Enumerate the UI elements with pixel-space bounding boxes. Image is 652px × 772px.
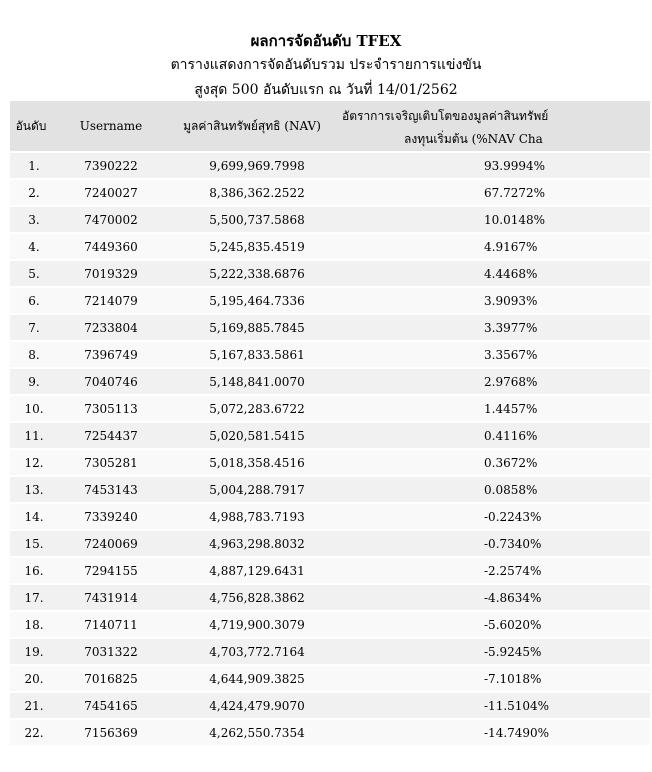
nav-cell: 4,644,909.3825 (170, 664, 334, 691)
username-cell: 7019329 (52, 259, 170, 286)
column-header-change (334, 101, 650, 151)
change-cell: 3.9093% (334, 286, 650, 313)
nav-cell: 5,195,464.7336 (170, 286, 334, 313)
nav-cell: 8,386,362.2522 (170, 178, 334, 205)
table-row (10, 664, 650, 691)
username-cell: 7233804 (52, 313, 170, 340)
ranking-table (10, 101, 650, 745)
rank-cell: 4. (10, 232, 52, 259)
rank-cell: 18. (10, 610, 52, 637)
nav-cell: 5,020,581.5415 (170, 421, 334, 448)
page-title: ผลการจัดอันดับ TFEX (250, 32, 402, 50)
nav-cell: 4,887,129.6431 (170, 556, 334, 583)
username-cell: 7396749 (52, 340, 170, 367)
username-cell: 7339240 (52, 502, 170, 529)
nav-cell: 5,169,885.7845 (170, 313, 334, 340)
table-row (10, 286, 650, 313)
column-header-rank: อันดับ (10, 101, 52, 151)
rank-cell: 6. (10, 286, 52, 313)
rank-cell: 8. (10, 340, 52, 367)
username-cell: 7449360 (52, 232, 170, 259)
table-row (10, 313, 650, 340)
table-row (10, 529, 650, 556)
table-row (10, 502, 650, 529)
change-cell: 0.3672% (334, 448, 650, 475)
table-row (10, 178, 650, 205)
change-cell: 0.0858% (334, 475, 650, 502)
username-cell: 7390222 (52, 151, 170, 178)
rank-cell: 1. (10, 151, 52, 178)
rank-cell: 15. (10, 529, 52, 556)
rank-cell: 22. (10, 718, 52, 745)
rank-cell: 13. (10, 475, 52, 502)
table-row (10, 340, 650, 367)
rank-cell: 19. (10, 637, 52, 664)
nav-cell: 5,148,841.0070 (170, 367, 334, 394)
table-row (10, 637, 650, 664)
username-cell: 7305113 (52, 394, 170, 421)
rank-cell: 12. (10, 448, 52, 475)
table-header-row (10, 101, 650, 151)
table-row (10, 718, 650, 745)
change-cell: 3.3977% (334, 313, 650, 340)
ranking-table-container (10, 101, 550, 745)
page-subtitle: ตารางแสดงการจัดอันดับรวม ประจำรายการแข่งขัน (170, 57, 482, 73)
table-row (10, 151, 650, 178)
rank-cell: 20. (10, 664, 52, 691)
change-cell: -5.6020% (334, 610, 650, 637)
nav-cell: 5,245,835.4519 (170, 232, 334, 259)
column-header-change-line2: ลงทุนเริ่มต้น (%NAV Cha (404, 132, 543, 146)
change-cell: 93.9994% (334, 151, 650, 178)
rank-cell: 14. (10, 502, 52, 529)
nav-cell: 5,004,288.7917 (170, 475, 334, 502)
nav-cell: 9,699,969.7998 (170, 151, 334, 178)
table-row (10, 394, 650, 421)
table-row (10, 556, 650, 583)
page-date-subtitle: สูงสุด 500 อันดับแรก ณ วันที่ 14/01/2562 (194, 82, 458, 98)
username-cell: 7454165 (52, 691, 170, 718)
column-header-username: Username (52, 101, 170, 151)
rank-cell: 16. (10, 556, 52, 583)
rank-cell: 3. (10, 205, 52, 232)
change-cell: -4.8634% (334, 583, 650, 610)
username-cell: 7453143 (52, 475, 170, 502)
rank-cell: 5. (10, 259, 52, 286)
nav-cell: 4,719,900.3079 (170, 610, 334, 637)
username-cell: 7214079 (52, 286, 170, 313)
change-cell: 67.7272% (334, 178, 650, 205)
change-cell: 4.4468% (334, 259, 650, 286)
username-cell: 7140711 (52, 610, 170, 637)
rank-cell: 21. (10, 691, 52, 718)
rank-cell: 9. (10, 367, 52, 394)
nav-cell: 4,756,828.3862 (170, 583, 334, 610)
rank-cell: 11. (10, 421, 52, 448)
change-cell: 2.9768% (334, 367, 650, 394)
username-cell: 7254437 (52, 421, 170, 448)
nav-cell: 4,262,550.7354 (170, 718, 334, 745)
column-header-change-line1: อัตราการเจริญเติบโตของมูลค่าสินทรัพย์ (342, 109, 549, 123)
change-cell: -5.9245% (334, 637, 650, 664)
table-row (10, 691, 650, 718)
nav-cell: 4,703,772.7164 (170, 637, 334, 664)
username-cell: 7240069 (52, 529, 170, 556)
change-cell: 0.4116% (334, 421, 650, 448)
username-cell: 7040746 (52, 367, 170, 394)
table-row (10, 367, 650, 394)
username-cell: 7305281 (52, 448, 170, 475)
table-row (10, 583, 650, 610)
table-row (10, 475, 650, 502)
nav-cell: 4,963,298.8032 (170, 529, 334, 556)
nav-cell: 5,167,833.5861 (170, 340, 334, 367)
change-cell: 10.0148% (334, 205, 650, 232)
change-cell: -11.5104% (334, 691, 650, 718)
username-cell: 7470002 (52, 205, 170, 232)
username-cell: 7240027 (52, 178, 170, 205)
username-cell: 7016825 (52, 664, 170, 691)
rank-cell: 10. (10, 394, 52, 421)
change-cell: 3.3567% (334, 340, 650, 367)
rank-cell: 2. (10, 178, 52, 205)
nav-cell: 5,222,338.6876 (170, 259, 334, 286)
nav-cell: 5,072,283.6722 (170, 394, 334, 421)
change-cell: -0.7340% (334, 529, 650, 556)
change-cell: -7.1018% (334, 664, 650, 691)
table-row (10, 421, 650, 448)
nav-cell: 5,500,737.5868 (170, 205, 334, 232)
rank-cell: 7. (10, 313, 52, 340)
change-cell: -0.2243% (334, 502, 650, 529)
username-cell: 7031322 (52, 637, 170, 664)
nav-cell: 4,988,783.7193 (170, 502, 334, 529)
table-row (10, 448, 650, 475)
table-body (10, 151, 650, 745)
change-cell: -14.7490% (334, 718, 650, 745)
change-cell: 4.9167% (334, 232, 650, 259)
table-row (10, 205, 650, 232)
username-cell: 7294155 (52, 556, 170, 583)
username-cell: 7431914 (52, 583, 170, 610)
table-row (10, 610, 650, 637)
column-header-nav: มูลค่าสินทรัพย์สุทธิ (NAV) (170, 101, 334, 151)
table-row (10, 259, 650, 286)
change-cell: -2.2574% (334, 556, 650, 583)
change-cell: 1.4457% (334, 394, 650, 421)
table-row (10, 232, 650, 259)
rank-cell: 17. (10, 583, 52, 610)
username-cell: 7156369 (52, 718, 170, 745)
nav-cell: 4,424,479.9070 (170, 691, 334, 718)
nav-cell: 5,018,358.4516 (170, 448, 334, 475)
